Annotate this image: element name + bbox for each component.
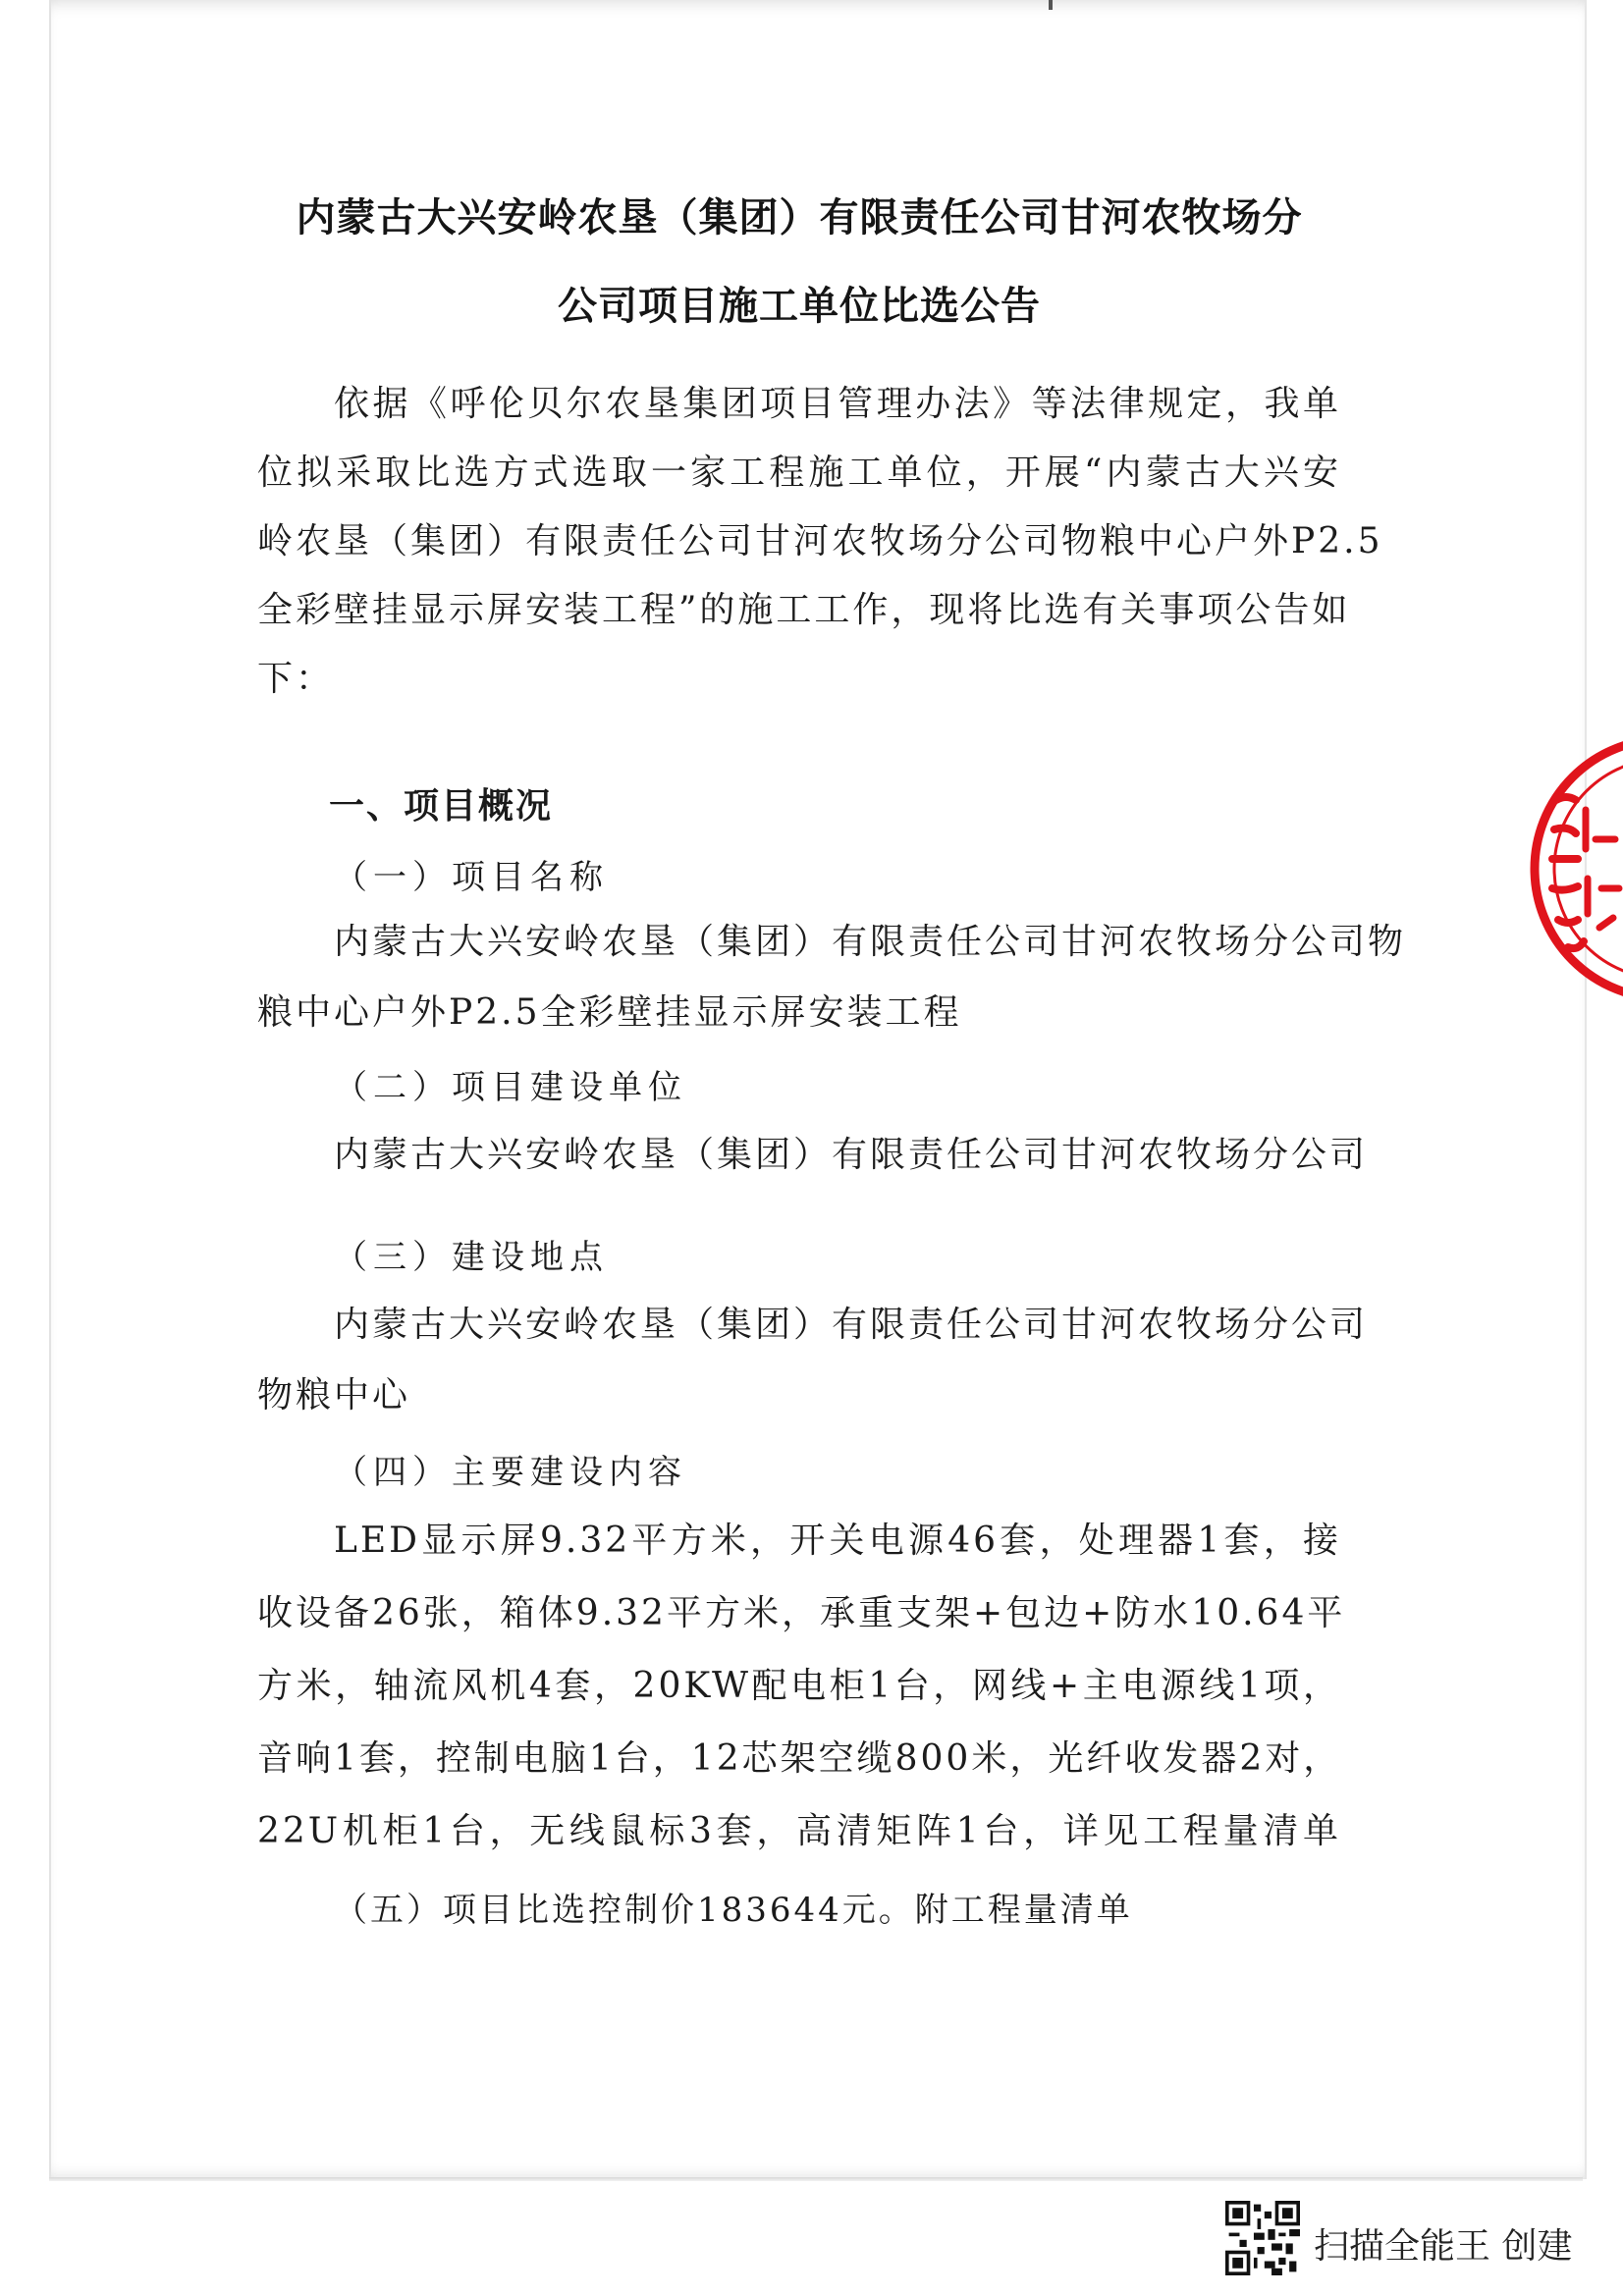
construction-site-line-1: 内蒙古大兴安岭农垦（集团）有限责任公司甘河农牧场分公司 xyxy=(334,1305,1369,1345)
main-contents-line-3: 方米，轴流风机4套，20KW配电柜1台，网线+主电源线1项， xyxy=(257,1666,1341,1706)
intro-line-1: 依据《呼伦贝尔农垦集团项目管理办法》等法律规定，我单 xyxy=(334,384,1341,424)
construction-unit-line: 内蒙古大兴安岭农垦（集团）有限责任公司甘河农牧场分公司 xyxy=(334,1135,1369,1175)
subheading-construction-unit: （二）项目建设单位 xyxy=(334,1068,687,1107)
official-seal-stamp xyxy=(1517,731,1623,1006)
document-title-line-1: 内蒙古大兴安岭农垦（集团）有限责任公司甘河农牧场分 xyxy=(296,195,1303,240)
scan-artifact-mark xyxy=(1049,0,1053,10)
construction-site-line-2: 物粮中心 xyxy=(257,1375,411,1415)
main-contents-line-2: 收设备26张，箱体9.32平方米，承重支架+包边+防水10.64平 xyxy=(257,1593,1346,1633)
intro-line-2: 位拟采取比选方式选取一家工程施工单位，开展“内蒙古大兴安 xyxy=(257,453,1341,493)
control-price-line: （五）项目比选控制价183644元。附工程量清单 xyxy=(334,1891,1133,1930)
main-contents-line-4: 音响1套，控制电脑1台，12芯架空缆800米，光纤收发器2对， xyxy=(257,1738,1342,1779)
subheading-main-contents: （四）主要建设内容 xyxy=(334,1453,687,1492)
qr-code-icon xyxy=(1225,2201,1300,2275)
page-bottom-edge xyxy=(49,2177,1583,2181)
main-contents-line-5: 22U机柜1台，无线鼠标3套，高清矩阵1台，详见工程量清单 xyxy=(257,1811,1341,1851)
scanner-watermark xyxy=(1225,2201,1608,2279)
section-heading-project-overview: 一、项目概况 xyxy=(329,786,554,827)
project-name-line-2: 粮中心户外P2.5全彩壁挂显示屏安装工程 xyxy=(257,992,962,1033)
intro-line-3: 岭农垦（集团）有限责任公司甘河农牧场分公司物粮中心户外P2.5 xyxy=(257,521,1383,561)
subheading-project-name: （一）项目名称 xyxy=(334,858,609,897)
document-title-line-2: 公司项目施工单位比选公告 xyxy=(558,284,1041,329)
scanner-label: 扫描全能王 创建 xyxy=(1314,2226,1573,2267)
intro-line-4: 全彩壁挂显示屏安装工程”的施工工作，现将比选有关事项公告如 xyxy=(257,590,1351,630)
subheading-construction-site: （三）建设地点 xyxy=(334,1238,609,1277)
intro-line-5: 下： xyxy=(257,659,335,699)
project-name-line-1: 内蒙古大兴安岭农垦（集团）有限责任公司甘河农牧场分公司物 xyxy=(334,922,1407,962)
main-contents-line-1: LED显示屏9.32平方米，开关电源46套，处理器1套，接 xyxy=(334,1521,1341,1561)
seal-graphic xyxy=(1517,731,1623,1006)
